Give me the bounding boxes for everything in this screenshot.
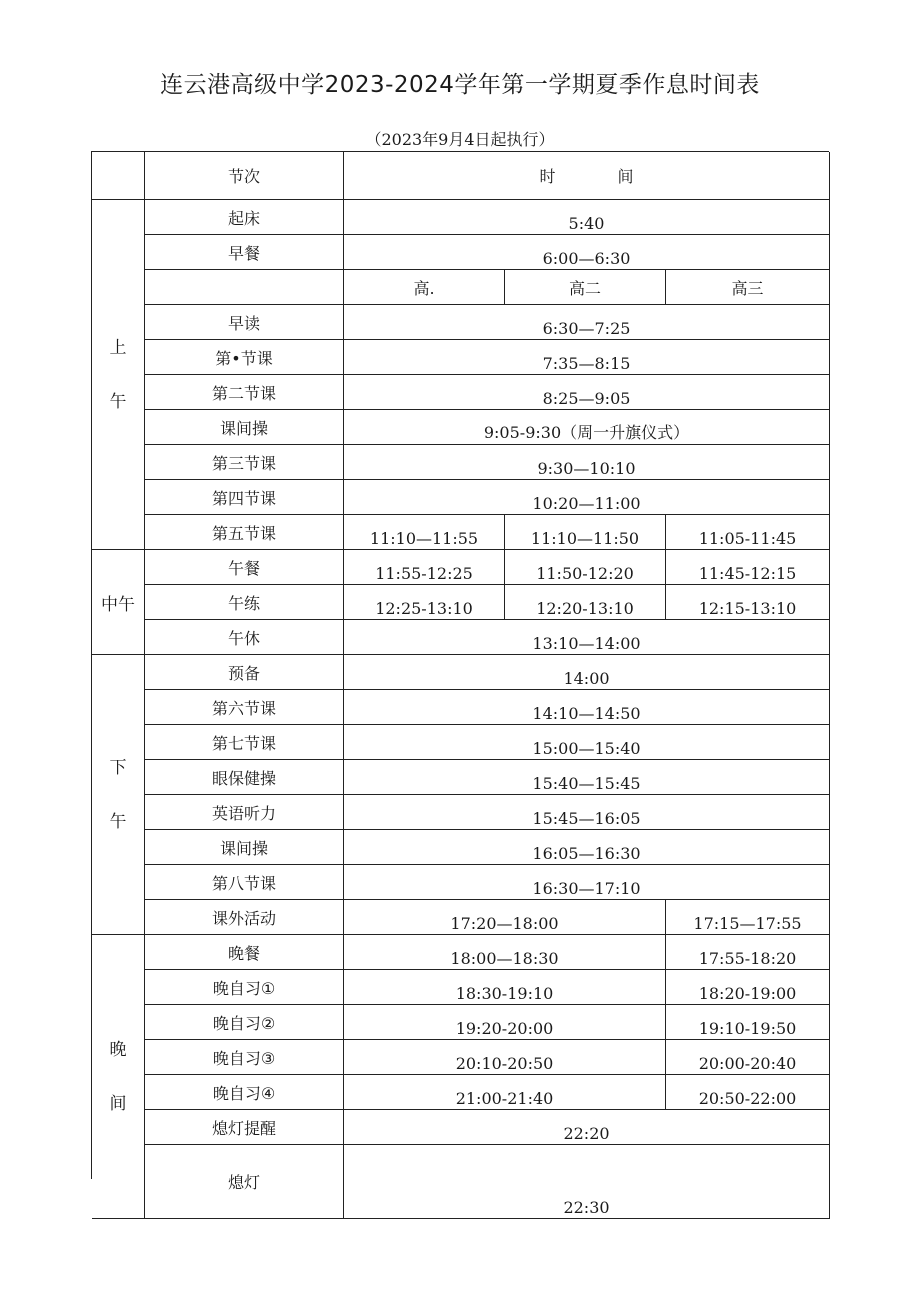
row-time-lunch-g1: 11:55-12:25 [344, 550, 505, 585]
row-time-practice-g3: 12:15-13:10 [666, 585, 830, 620]
row-name-reading: 早读 [145, 305, 344, 340]
row-time-p2: 8:25—9:05 [344, 375, 830, 410]
row-time-eye: 15:40—15:45 [344, 760, 830, 795]
row-name-p4: 第四节课 [145, 480, 344, 515]
row-time-p5-g3: 11:05-11:45 [666, 515, 830, 550]
row-time-prep: 14:00 [344, 655, 830, 690]
grade-2: 高二 [505, 270, 666, 305]
header-time-b: 间 [617, 167, 634, 186]
grade-1: 高. [344, 270, 505, 305]
section-evening: 晚 间 [92, 935, 145, 1219]
row-time-reminder: 22:20 [344, 1110, 830, 1145]
row-time-study3-g3: 20:00-20:40 [666, 1040, 830, 1075]
row-time-exercise-pm: 16:05—16:30 [344, 830, 830, 865]
row-time-reading: 6:30—7:25 [344, 305, 830, 340]
row-time-study1-g3: 18:20-19:00 [666, 970, 830, 1005]
header-time [344, 152, 830, 200]
row-name-p1: 第•节课 [145, 340, 344, 375]
row-time-exercise-am: 9:05-9:30（周一升旗仪式） [344, 410, 830, 445]
row-time-activity-g12: 17:20—18:00 [344, 900, 666, 935]
row-name-p7: 第七节课 [145, 725, 344, 760]
row-name-lunch: 午餐 [145, 550, 344, 585]
grade-3: 高三 [666, 270, 830, 305]
row-name-exercise-am: 课间操 [145, 410, 344, 445]
row-time-study3-g12: 20:10-20:50 [344, 1040, 666, 1075]
row-time-study2-g12: 19:20-20:00 [344, 1005, 666, 1040]
header-time-a: 时 [539, 167, 556, 186]
row-name-lights-out: 熄灯 [145, 1145, 344, 1219]
header-period: 节次 [145, 152, 344, 200]
row-name-p3: 第三节课 [145, 445, 344, 480]
row-name-eye: 眼保健操 [145, 760, 344, 795]
row-time-study2-g3: 19:10-19:50 [666, 1005, 830, 1040]
section-noon: 中午 [92, 550, 145, 655]
row-time-p7: 15:00—15:40 [344, 725, 830, 760]
row-time-p8: 16:30—17:10 [344, 865, 830, 900]
row-time-practice-g1: 12:25-13:10 [344, 585, 505, 620]
row-time-study4-g12: 21:00-21:40 [344, 1075, 666, 1110]
row-name-study1: 晚自习① [145, 970, 344, 1005]
row-time-nap: 13:10—14:00 [344, 620, 830, 655]
row-time-english: 15:45—16:05 [344, 795, 830, 830]
row-name-p2: 第二节课 [145, 375, 344, 410]
row-name-english: 英语听力 [145, 795, 344, 830]
row-name-practice: 午练 [145, 585, 344, 620]
page-title: 连云港高级中学2023-2024学年第一学期夏季作息时间表 [160, 72, 760, 98]
row-time-p5-g2: 11:10—11:50 [505, 515, 666, 550]
row-time-lunch-g3: 11:45-12:15 [666, 550, 830, 585]
row-time-dinner-g3: 17:55-18:20 [666, 935, 830, 970]
row-time-study1-g12: 18:30-19:10 [344, 970, 666, 1005]
row-name-activity: 课外活动 [145, 900, 344, 935]
effective-date: （2023年9月4日起执行） [365, 130, 555, 149]
row-name-reminder: 熄灯提醒 [145, 1110, 344, 1145]
row-name-p5: 第五节课 [145, 515, 344, 550]
section-morning: 上 午 [92, 200, 145, 550]
grade-header-blank [145, 270, 344, 305]
row-time-p5-g1: 11:10—11:55 [344, 515, 505, 550]
row-time-p3: 9:30—10:10 [344, 445, 830, 480]
row-name-breakfast: 早餐 [145, 235, 344, 270]
row-name-p8: 第八节课 [145, 865, 344, 900]
corner-cell [92, 152, 145, 200]
row-time-activity-g3: 17:15—17:55 [666, 900, 830, 935]
row-name-study3: 晚自习③ [145, 1040, 344, 1075]
schedule-table [91, 151, 829, 1217]
section-afternoon: 下 午 [92, 655, 145, 935]
row-time-lunch-g2: 11:50-12:20 [505, 550, 666, 585]
row-name-study2: 晚自习② [145, 1005, 344, 1040]
row-name-exercise-pm: 课间操 [145, 830, 344, 865]
row-time-lights-out: 22:30 [344, 1145, 830, 1219]
row-time-p1: 7:35—8:15 [344, 340, 830, 375]
row-time-practice-g2: 12:20-13:10 [505, 585, 666, 620]
row-time-dinner-g12: 18:00—18:30 [344, 935, 666, 970]
row-time-p6: 14:10—14:50 [344, 690, 830, 725]
row-time-p4: 10:20—11:00 [344, 480, 830, 515]
row-name-prep: 预备 [145, 655, 344, 690]
row-time-study4-g3: 20:50-22:00 [666, 1075, 830, 1110]
row-name-wake: 起床 [145, 200, 344, 235]
row-name-p6: 第六节课 [145, 690, 344, 725]
row-name-dinner: 晚餐 [145, 935, 344, 970]
row-time-wake: 5:40 [344, 200, 830, 235]
row-name-nap: 午休 [145, 620, 344, 655]
row-time-breakfast: 6:00—6:30 [344, 235, 830, 270]
row-name-study4: 晚自习④ [145, 1075, 344, 1110]
